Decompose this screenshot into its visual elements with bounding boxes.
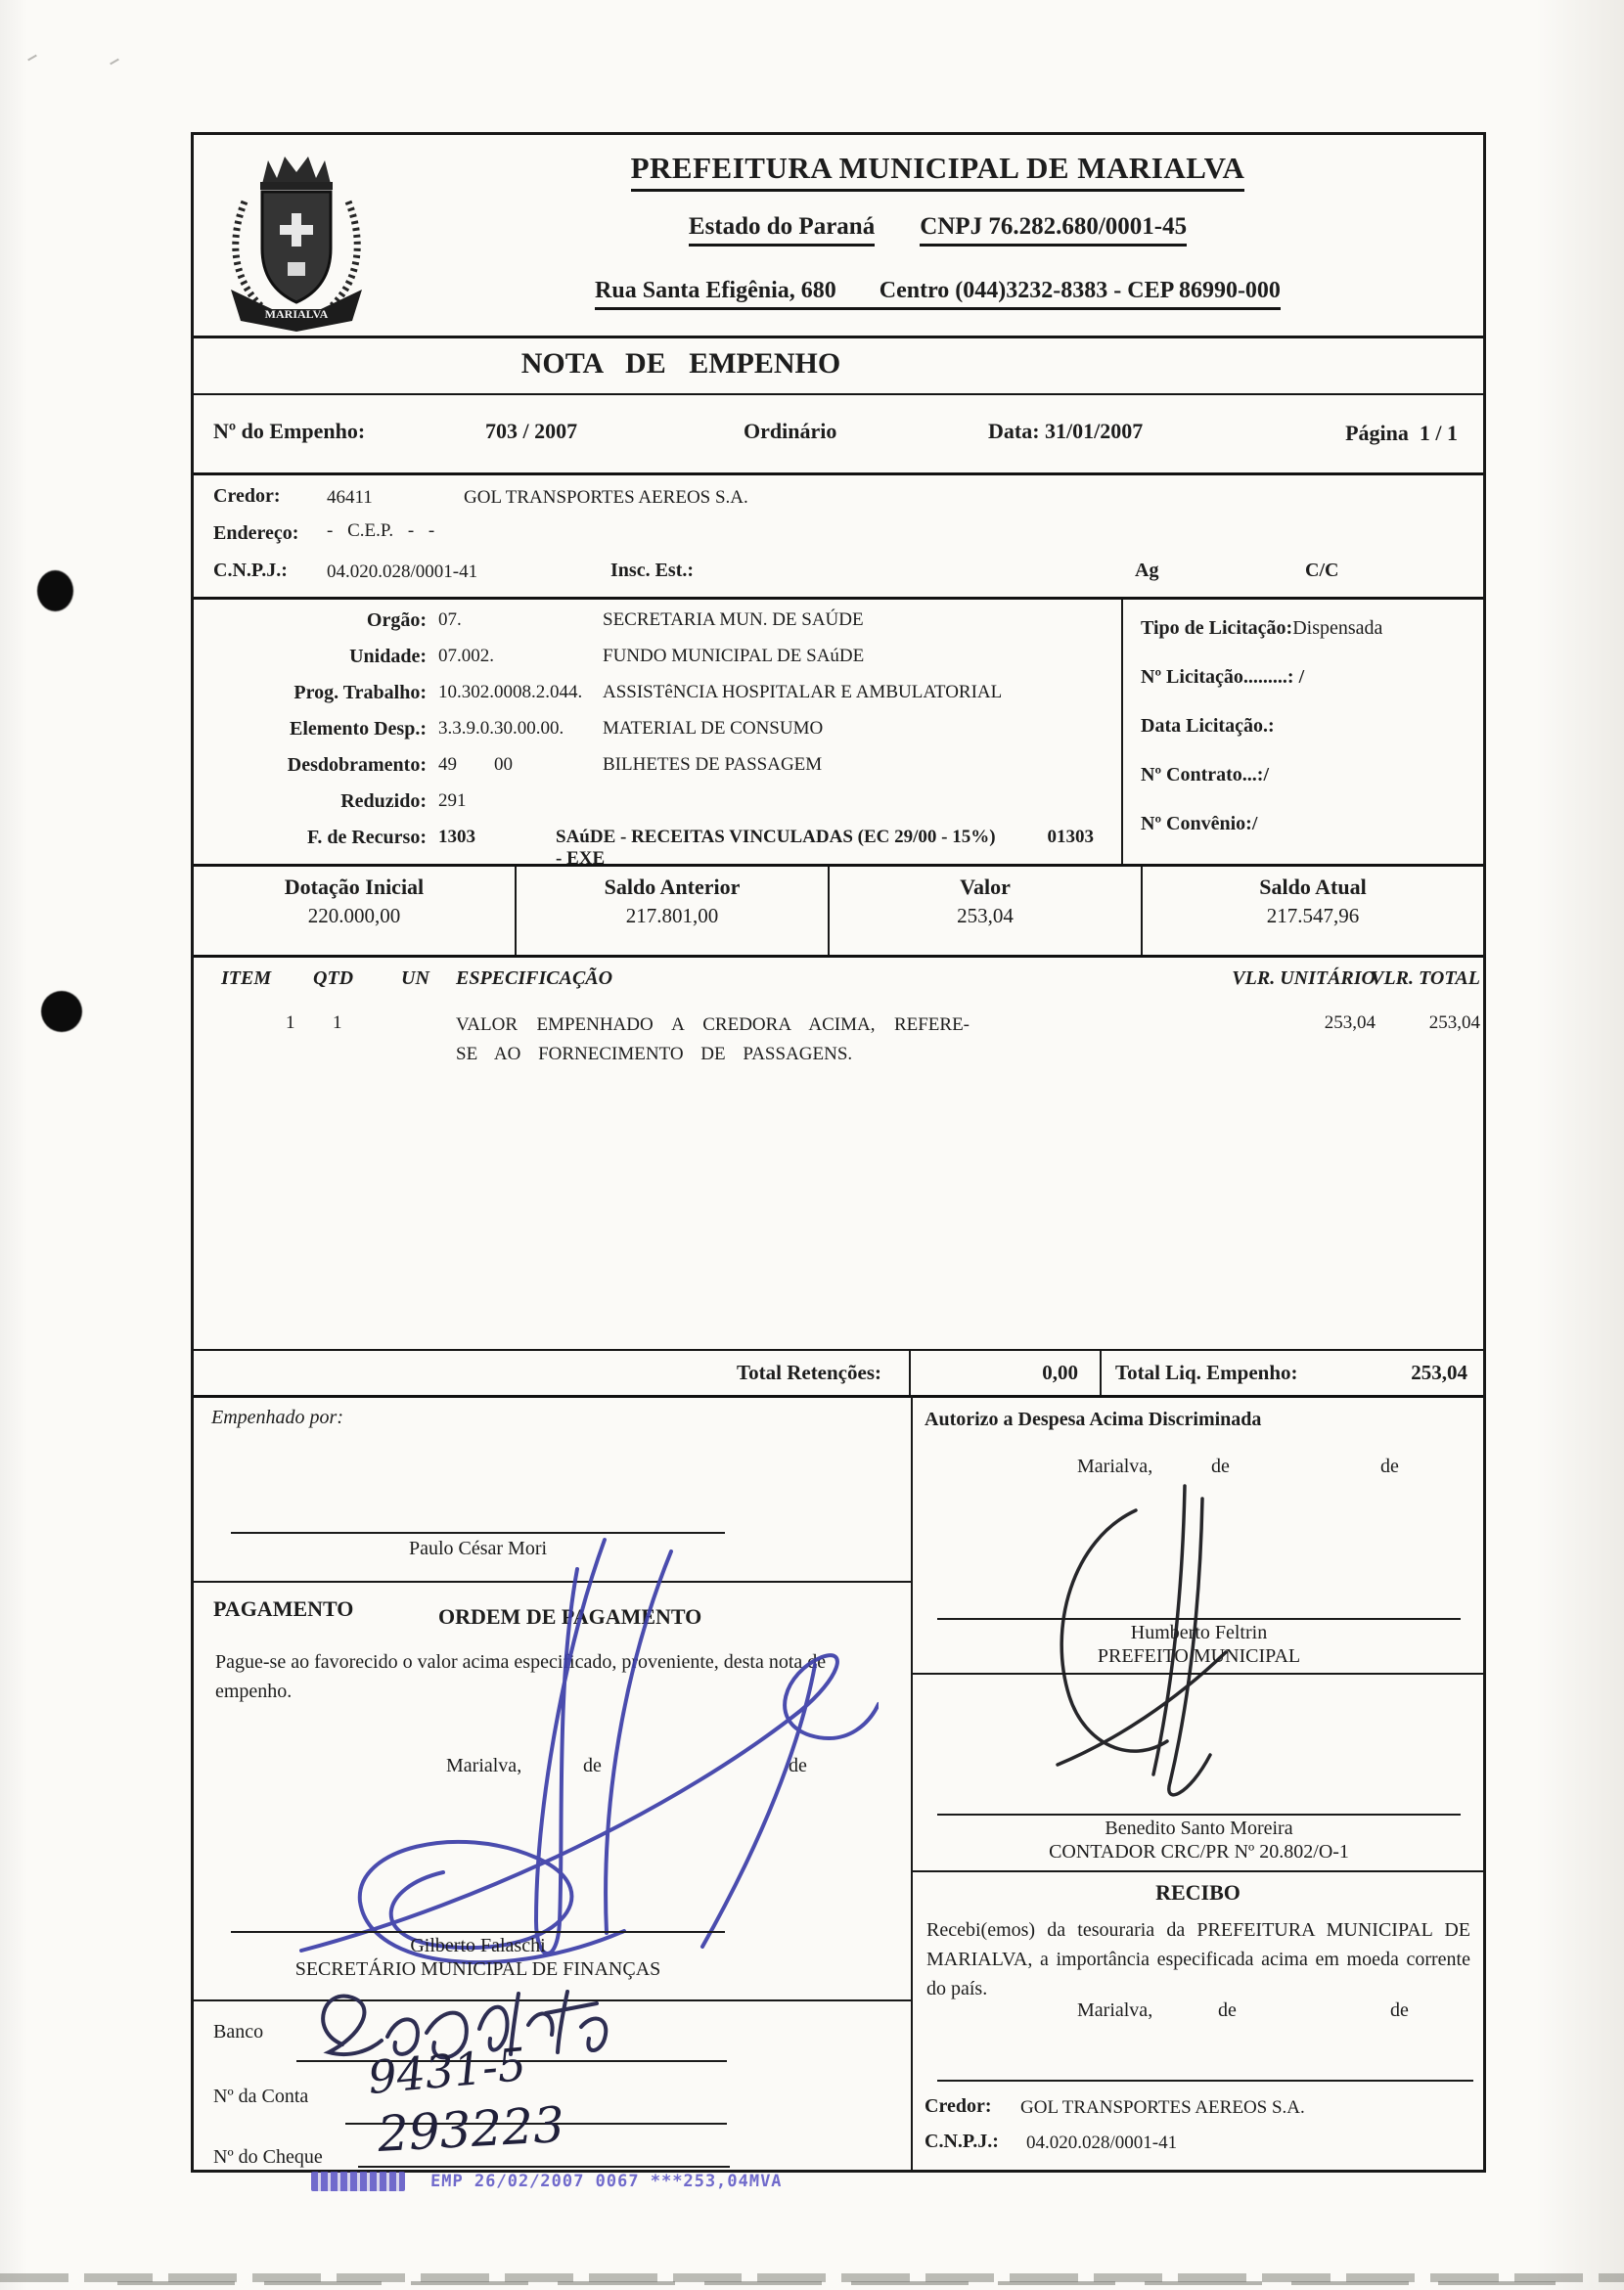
account-number-handwriting: 9431-5	[365, 2038, 528, 2104]
address-value: - C.E.P. - -	[327, 520, 435, 541]
account-label: C/C	[1305, 560, 1339, 581]
payment-order-title: ORDEM DE PAGAMENTO	[438, 1604, 702, 1629]
empenho-number-value: 703 / 2007	[485, 419, 578, 443]
liquid-total-value: 253,04	[1411, 1361, 1467, 1384]
marialva-coat-of-arms-logo	[203, 145, 389, 333]
receipt-title: RECIBO	[1155, 1880, 1241, 1905]
header-box	[194, 135, 1483, 338]
city-date-line: Marialva,	[1077, 1456, 1153, 1477]
cnpj-label: C.N.P.J.:	[213, 560, 288, 581]
receipt-cnpj-label: C.N.P.J.:	[925, 2131, 999, 2152]
de-word: de	[1390, 1999, 1409, 2021]
payment-order-text: Pague-se ao favorecido o valor acima especificado, proveniente, desta nota de empenho.	[215, 1651, 827, 1702]
page-number: Página 1 / 1	[1345, 421, 1458, 445]
accountant-name: Benedito Santo Moreira	[1105, 1818, 1293, 1839]
payment-title: PAGAMENTO	[213, 1596, 354, 1621]
committed-by-name: Paulo César Mori	[408, 1538, 548, 1559]
laurel-branch-icon	[236, 202, 262, 307]
receipt-creditor-name: GOL TRANSPORTES AEREOS S.A.	[1020, 2097, 1305, 2118]
crown-icon	[262, 157, 331, 184]
col-vlr-total: VLR. TOTAL	[1371, 967, 1480, 989]
previous-balance-cell: Saldo Anterior 217.801,00	[517, 867, 830, 955]
signature-line	[231, 1931, 725, 1933]
cheque-number-handwriting: 293223	[376, 2096, 566, 2163]
city-date-line: Marialva,	[1077, 1999, 1153, 2021]
de-word: de	[1218, 1999, 1237, 2021]
state-registration-label: Insc. Est.:	[610, 560, 695, 581]
payment-column	[194, 1395, 913, 2170]
signature-line	[937, 1618, 1461, 1620]
signature-line	[937, 1814, 1461, 1816]
current-balance-cell: Saldo Atual 217.547,96	[1259, 875, 1367, 927]
item-total-value: 253,04	[1428, 1012, 1480, 1033]
scan-artifact-bottom	[117, 2281, 1585, 2285]
empenho-number-label: Nº do Empenho:	[213, 419, 366, 443]
state-label: Estado do Paraná	[689, 213, 875, 247]
pencil-mark	[110, 59, 119, 66]
receipt-creditor-label: Credor:	[925, 2095, 992, 2117]
item-specification: VALOR EMPENHADO A CREDORA ACIMA, REFERE-SE AO FORNECIMENTO DE PASSAGENS.	[456, 1014, 970, 1065]
budget-row-orgao: Orgão: 07. SECRETARIA MUN. DE SAÚDE	[366, 609, 864, 631]
budget-row-elemento: Elemento Desp.: 3.3.9.0.30.00.00. MATERIAL DE CONSUMO	[290, 718, 824, 740]
budget-block	[194, 600, 1483, 867]
col-vlr-unitario: VLR. UNITÁRIO	[1232, 967, 1376, 989]
title-bar	[194, 338, 1483, 395]
creditor-code: 46411	[327, 487, 373, 508]
address-label: Endereço:	[213, 522, 299, 544]
divider	[913, 1870, 1483, 1872]
receipt-cnpj-value: 04.020.028/0001-41	[1026, 2133, 1178, 2153]
document-title: NOTA DE EMPENHO	[520, 347, 841, 380]
laurel-branch-icon	[331, 202, 357, 307]
item-unit-value: 253,04	[1324, 1012, 1376, 1033]
bidding-type-row: Tipo de Licitação:Dispensada	[1141, 617, 1383, 639]
shield-icon	[262, 192, 331, 302]
de-word: de	[1380, 1456, 1399, 1477]
agreement-number-row: Nº Convênio:/	[1141, 813, 1258, 834]
de-word: de	[789, 1755, 807, 1776]
creditor-label: Credor:	[213, 485, 281, 507]
signature-line	[937, 2080, 1473, 2082]
cheque-line	[358, 2166, 730, 2168]
budget-row-reduzido: Reduzido: 291	[340, 790, 467, 812]
contract-number-row: Nº Contrato...:/	[1141, 764, 1270, 786]
bidding-number-row: Nº Licitação.........: /	[1141, 666, 1305, 688]
totals-row	[194, 1351, 1483, 1398]
item-number: 1	[286, 1012, 295, 1033]
divider	[913, 1673, 1483, 1675]
bidding-box	[1125, 600, 1483, 864]
pencil-mark	[27, 55, 37, 62]
retentions-value: 0,00	[911, 1351, 1102, 1395]
budget-row-unidade: Unidade: 07.002. FUNDO MUNICIPAL DE SAúDE	[349, 646, 865, 667]
punch-hole-mark	[37, 570, 73, 611]
cnpj-value: 04.020.028/0001-41	[327, 561, 478, 582]
nota-de-empenho-form	[191, 132, 1486, 2173]
committed-by-label: Empenhado por:	[211, 1407, 343, 1428]
logo-banner-text: MARIALVA	[264, 307, 329, 321]
validator-stamp	[311, 2172, 783, 2191]
budget-row-prog-trabalho: Prog. Trabalho: 10.302.0008.2.044. ASSISTêNCIA HOSPITALAR E AMBULATORIAL	[293, 682, 1003, 703]
authorization-title: Autorizo a Despesa Acima Discriminada	[925, 1409, 1262, 1430]
address-line: Rua Santa Efigênia, 680 Centro (044)3232-8383 - CEP 86990-000	[595, 278, 1281, 310]
cnpj-header: CNPJ 76.282.680/0001-45	[920, 213, 1187, 247]
empenho-date: Data: 31/01/2007	[988, 419, 1144, 443]
mayor-name: Humberto Feltrin	[1130, 1622, 1268, 1643]
value-cell: Valor 253,04	[830, 867, 1143, 955]
bank-label: Banco	[213, 2021, 264, 2043]
liquid-total-cell	[1102, 1351, 1483, 1395]
stamp-text: EMP 26/02/2007 0067 ***253,04MVA	[429, 2172, 783, 2191]
empenho-number-row	[194, 395, 1483, 475]
creditor-block	[194, 475, 1483, 600]
header-address-row	[404, 278, 1471, 304]
col-qtd: QTD	[313, 967, 354, 989]
header-title-row	[404, 151, 1471, 186]
signatures-area	[194, 1395, 1483, 2170]
agency-label: Ag	[1135, 560, 1159, 581]
items-table	[194, 958, 1483, 1351]
municipality-title: PREFEITURA MUNICIPAL DE MARIALVA	[631, 151, 1245, 192]
empenho-type: Ordinário	[744, 419, 837, 443]
finance-secretary-name: Gilberto Falaschi	[410, 1935, 546, 1956]
authorization-column	[913, 1395, 1483, 2170]
de-word: de	[1211, 1456, 1230, 1477]
budget-row-desdobramento: Desdobramento: 49 00 BILHETES DE PASSAGEM	[287, 754, 823, 776]
accountant-role: CONTADOR CRC/PR Nº 20.802/O-1	[1049, 1841, 1349, 1863]
budget-left	[194, 600, 1123, 869]
col-item: ITEM	[221, 967, 272, 989]
header-subtitle-row	[404, 213, 1471, 241]
finance-secretary-role: SECRETÁRIO MUNICIPAL DE FINANÇAS	[294, 1958, 661, 1980]
item-qty: 1	[333, 1012, 342, 1033]
appropriation-row	[194, 867, 1483, 958]
creditor-name: GOL TRANSPORTES AEREOS S.A.	[464, 487, 748, 508]
mayor-role: PREFEITO MUNICIPAL	[1097, 1645, 1301, 1667]
cheque-number-label: Nº do Cheque	[213, 2146, 323, 2168]
mayor-signature	[1028, 1471, 1292, 1872]
bidding-date-row: Data Licitação.:	[1141, 715, 1275, 737]
liquid-total-label: Total Liq. Empenho:	[1115, 1361, 1298, 1384]
receipt-text: Recebi(emos) da tesouraria da PREFEITURA MUNICIPAL DE MARIALVA, a importância especificada acima em moeda corrente do país.	[926, 1919, 1470, 1999]
col-un: UN	[401, 967, 429, 989]
de-word: de	[583, 1755, 602, 1776]
punch-hole-mark	[41, 991, 82, 1032]
account-number-label: Nº da Conta	[213, 2086, 309, 2107]
col-especificacao: ESPECIFICAÇÃO	[456, 967, 613, 989]
city-date-line: Marialva,	[446, 1755, 522, 1776]
stamp-blob	[311, 2172, 405, 2191]
budget-row-fonte-recurso: F. de Recurso: 1303 SAúDE - RECEITAS VINCULADAS (EC 29/00 - 15%) - EXE 01303	[306, 827, 1094, 869]
retentions-label: Total Retenções:	[194, 1351, 911, 1395]
initial-appropriation-cell: Dotação Inicial 220.000,00	[194, 867, 517, 955]
